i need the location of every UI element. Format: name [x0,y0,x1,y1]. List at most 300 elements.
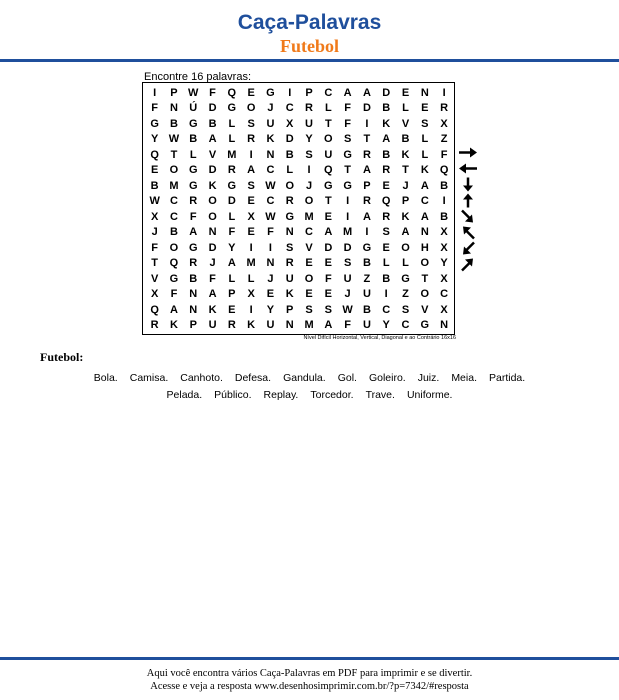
grid-letter-cell: F [209,272,216,285]
word-list-item: Canhoto. [180,372,223,384]
grid-row [145,225,454,241]
grid-letter-cell: A [362,86,371,99]
grid-letter-cell: W [265,179,276,192]
grid-letter-cell: P [170,86,178,99]
grid-letter-cell: J [151,226,158,239]
grid-row [145,178,454,194]
grid-letter-cell: P [228,288,236,301]
grid-letter-cell: T [402,164,409,177]
grid-letter-cell: P [305,86,313,99]
grid-letter-cell: J [267,102,274,115]
grid-letter-cell: A [420,210,429,223]
grid-letter-cell: O [324,133,333,146]
word-list-item: Gol. [337,372,357,384]
arrow-up-icon [458,193,478,208]
grid-letter-cell: P [286,303,294,316]
word-list-item: Goleiro. [368,372,406,384]
grid-letter-cell: O [246,102,256,115]
grid-letter-cell: A [401,226,410,239]
grid-letter-cell: E [382,241,390,254]
grid-letter-cell: P [363,179,371,192]
grid-letter-cell: I [442,86,446,99]
grid-letter-cell: N [189,288,198,301]
grid-letter-cell: A [208,288,217,301]
grid-letter-cell: J [267,272,274,285]
grid-letter-cell: F [344,102,351,115]
grid-row [145,240,454,256]
grid-row [145,116,454,132]
grid-letter-cell: B [440,179,449,192]
grid-letter-cell: C [440,288,449,301]
grid-letter-cell: C [266,195,275,208]
grid-letter-cell: Q [150,148,159,161]
grid-letter-cell: K [266,133,275,146]
grid-letter-cell: S [343,257,352,270]
grid-letter-cell: B [169,226,178,239]
grid-letter-cell: Y [382,319,390,332]
grid-letter-cell: N [266,257,275,270]
grid-letter-cell: I [384,288,388,301]
grid-letter-cell: F [209,86,216,99]
grid-row [145,302,454,318]
grid-letter-cell: F [189,210,197,223]
grid-letter-cell: B [150,179,159,192]
grid-letter-cell: D [208,164,217,177]
grid-letter-cell: L [189,148,197,161]
grid-letter-cell: J [305,179,313,192]
grid-letter-cell: G [169,272,179,285]
grid-letter-cell: E [247,195,255,208]
grid-letter-cell: Z [440,133,448,146]
grid-letter-cell: D [208,241,217,254]
grid-letter-cell: W [265,210,276,223]
grid-letter-cell: M [304,319,314,332]
grid-letter-cell: F [440,148,448,161]
grid-letter-cell: C [266,164,275,177]
grid-letter-cell: E [228,303,236,316]
word-list-item: Trave. [365,389,395,401]
word-list-line-2 [0,389,619,401]
grid-letter-cell: D [227,195,236,208]
grid-letter-cell: G [285,210,294,223]
word-list-item: Defesa. [234,372,272,384]
grid-letter-cell: K [401,148,410,161]
grid-letter-cell: I [249,241,253,254]
grid-letter-cell: R [440,102,449,115]
grid-letter-cell: X [440,117,448,130]
grid-row [145,194,454,210]
grid-letter-cell: G [188,117,198,130]
grid-letter-cell: L [228,133,236,146]
arrow-up-right-icon [458,257,478,272]
grid-letter-cell: K [247,319,256,332]
grid-row [145,101,454,117]
grid-letter-cell: C [169,210,178,223]
grid-letter-cell: A [208,133,217,146]
grid-letter-cell: L [228,210,236,223]
word-list-item: Juiz. [417,372,440,384]
grid-letter-cell: X [247,210,255,223]
grid-letter-cell: D [208,102,217,115]
grid-letter-cell: G [188,179,198,192]
grid-letter-cell: W [188,86,199,99]
grid-letter-cell: A [382,133,391,146]
grid-row [145,132,454,148]
grid-letter-cell: E [305,257,313,270]
grid-letter-cell: D [362,102,371,115]
grid-letter-cell: I [346,210,350,223]
word-list-item: Gandula. [283,372,326,384]
grid-letter-cell: G [227,102,237,115]
grid-letter-cell: V [401,117,410,130]
grid-letter-cell: X [440,241,448,254]
letter-grid-table [145,85,454,333]
grid-letter-cell: O [304,195,314,208]
grid-letter-cell: R [362,148,371,161]
grid-letter-cell: U [208,319,217,332]
grid-letter-cell: A [343,86,352,99]
grid-letter-cell: G [420,319,430,332]
grid-letter-cell: X [150,288,159,301]
grid-letter-cell: T [170,148,178,161]
grid-letter-cell: T [363,133,371,146]
grid-letter-cell: D [285,133,294,146]
word-list-item: Partida. [489,372,526,384]
grid-letter-cell: H [420,241,429,254]
grid-letter-cell: X [440,303,448,316]
grid-letter-cell: A [169,303,178,316]
grid-letter-cell: A [362,164,371,177]
grid-letter-cell: G [266,86,275,99]
grid-letter-cell: Y [150,133,159,146]
grid-letter-cell: N [266,148,275,161]
grid-letter-cell: X [286,117,294,130]
arrow-left-icon [458,161,478,176]
grid-letter-cell: I [288,86,292,99]
grid-letter-cell: B [285,148,294,161]
grid-letter-cell: S [324,303,332,316]
grid-letter-cell: R [227,319,236,332]
grid-letter-cell: F [151,241,159,254]
grid-letter-cell: F [170,288,178,301]
grid-letter-cell: B [440,210,449,223]
grid-letter-cell: E [247,86,255,99]
grid-letter-cell: C [285,102,294,115]
grid-letter-cell: R [227,164,236,177]
arrow-down-icon [458,177,478,192]
grid-letter-cell: J [209,257,216,270]
grid-letter-cell: C [324,86,333,99]
word-search-grid [142,82,455,335]
grid-letter-cell: L [228,117,236,130]
grid-letter-cell: I [346,195,350,208]
grid-letter-cell: X [150,210,159,223]
grid-letter-cell: I [153,86,157,99]
grid-row [145,147,454,163]
grid-letter-cell: K [285,288,294,301]
grid-letter-cell: N [420,86,429,99]
grid-row [145,163,454,179]
grid-letter-cell: B [382,102,391,115]
grid-letter-cell: G [150,117,159,130]
grid-letter-cell: C [169,195,178,208]
grid-letter-cell: O [420,288,430,301]
grid-letter-cell: G [324,179,333,192]
grid-letter-cell: K [208,179,217,192]
grid-letter-cell: W [342,303,353,316]
word-list-item: Torcedor. [310,389,354,401]
word-list-item: Camisa. [129,372,169,384]
grid-letter-cell: B [169,117,178,130]
grid-letter-cell: B [362,257,371,270]
grid-letter-cell: S [382,226,390,239]
grid-letter-cell: T [344,164,351,177]
grid-letter-cell: F [344,319,351,332]
grid-letter-cell: A [189,226,198,239]
grid-letter-cell: U [285,272,294,285]
grid-letter-cell: N [169,102,178,115]
grid-letter-cell: L [324,102,332,115]
grid-letter-cell: B [208,117,217,130]
grid-letter-cell: S [247,179,255,192]
grid-letter-cell: T [324,195,332,208]
grid-letter-cell: C [382,303,391,316]
grid-letter-cell: A [247,164,256,177]
grid-letter-cell: W [149,195,160,208]
grid-letter-cell: A [324,226,333,239]
word-list-item: Replay. [263,389,299,401]
grid-letter-cell: V [150,272,159,285]
page-title: Caça-Palavras [237,11,382,34]
grid-letter-cell: G [362,241,372,254]
difficulty-note: Nível Difícil Horizontal, Vertical, Diagonal e ao Contrário 16x16 [303,335,456,341]
grid-letter-cell: G [343,148,352,161]
footer-divider [0,657,619,660]
grid-letter-cell: Z [363,272,371,285]
grid-letter-cell: L [421,133,429,146]
grid-letter-cell: U [324,148,333,161]
grid-letter-cell: I [365,117,369,130]
grid-letter-cell: F [267,226,274,239]
footer-line-1: Aqui você encontra vários Caça-Palavras em PDF para imprimir e se divertir. [146,668,473,679]
grid-row [145,256,454,272]
page-subtitle: Futebol [279,36,339,56]
grid-letter-cell: P [401,195,410,208]
grid-letter-cell: A [227,257,236,270]
grid-letter-cell: T [324,117,332,130]
grid-letter-cell: F [344,117,351,130]
grid-letter-cell: E [324,288,332,301]
grid-letter-cell: M [246,257,256,270]
grid-letter-cell: L [382,257,390,270]
grid-letter-cell: E [150,164,159,177]
grid-letter-cell: U [266,319,275,332]
grid-letter-cell: I [307,164,311,177]
grid-letter-cell: I [249,303,253,316]
grid-letter-cell: X [247,288,255,301]
grid-row [145,85,454,101]
grid-letter-cell: W [168,133,180,146]
grid-letter-cell: R [189,195,198,208]
grid-letter-cell: K [169,319,178,332]
grid-letter-cell: F [324,272,332,285]
grid-letter-cell: E [266,288,275,301]
grid-letter-cell: G [227,179,237,192]
puzzle-instruction: Encontre 16 palavras: [144,71,252,83]
grid-letter-cell: L [421,148,429,161]
grid-letter-cell: S [247,117,255,130]
grid-letter-cell: J [344,288,351,301]
grid-letter-cell: U [343,272,352,285]
grid-letter-cell: S [401,303,410,316]
grid-letter-cell: B [189,133,198,146]
grid-letter-cell: R [247,133,256,146]
grid-letter-cell: Q [439,164,449,177]
grid-row [145,287,454,303]
grid-row [145,318,454,334]
grid-letter-cell: O [169,241,179,254]
grid-letter-cell: U [362,288,371,301]
grid-letter-cell: B [189,272,198,285]
grid-letter-cell: I [249,148,253,161]
grid-letter-cell: G [188,241,198,254]
word-list-item: Bola. [93,372,118,384]
grid-letter-cell: B [362,303,371,316]
grid-letter-cell: P [189,319,197,332]
grid-letter-cell: K [382,117,391,130]
grid-letter-cell: L [286,164,294,177]
grid-letter-cell: O [420,257,430,270]
grid-letter-cell: K [208,303,217,316]
word-list-heading: Futebol: [40,350,84,364]
grid-letter-cell: Z [402,288,409,301]
grid-letter-cell: I [268,241,272,254]
grid-letter-cell: S [305,303,313,316]
grid-letter-cell: X [440,272,448,285]
grid-letter-cell: K [420,164,429,177]
grid-letter-cell: U [305,117,313,130]
grid-letter-cell: S [343,133,352,146]
grid-letter-cell: Ú [189,102,198,115]
arrow-down-left-icon [458,241,478,256]
grid-letter-cell: I [365,226,369,239]
grid-letter-cell: N [285,226,294,239]
grid-letter-cell: L [247,272,255,285]
arrow-up-left-icon [458,225,478,240]
word-list-line-1 [0,372,619,384]
grid-letter-cell: L [402,102,409,115]
grid-letter-cell: U [266,117,275,130]
grid-letter-cell: Y [440,257,448,270]
grid-letter-cell: N [420,226,429,239]
grid-letter-cell: M [227,148,237,161]
grid-letter-cell: R [189,257,198,270]
header-divider [0,59,619,62]
grid-letter-cell: R [285,257,294,270]
grid-letter-cell: S [286,241,294,254]
grid-letter-cell: N [285,319,294,332]
grid-letter-cell: E [401,86,410,99]
grid-letter-cell: R [382,210,391,223]
grid-letter-cell: M [169,179,179,192]
word-list-item: Uniforme. [406,389,453,401]
grid-letter-cell: A [362,210,371,223]
grid-letter-cell: Q [227,86,237,99]
footer-link-line[interactable]: Acesse e veja a resposta www.desenhosimprimir.com.br/?p=7342/#resposta [150,681,469,692]
grid-letter-cell: E [247,226,255,239]
grid-letter-cell: Y [305,133,313,146]
grid-letter-cell: N [440,319,449,332]
grid-letter-cell: R [285,195,294,208]
grid-letter-cell: L [402,257,409,270]
grid-letter-cell: C [305,226,313,239]
word-list-item: Pelada. [166,389,203,401]
grid-letter-cell: N [208,226,217,239]
grid-letter-cell: E [382,179,390,192]
grid-letter-cell: U [362,319,371,332]
grid-letter-cell: C [420,195,429,208]
grid-letter-cell: O [169,164,179,177]
grid-letter-cell: B [382,272,391,285]
grid-letter-cell: E [324,257,332,270]
arrow-right-icon [458,145,478,160]
grid-letter-cell: F [151,102,159,115]
grid-letter-cell: A [324,319,333,332]
grid-letter-cell: O [208,210,217,223]
grid-letter-cell: O [208,195,217,208]
grid-letter-cell: B [401,133,410,146]
grid-letter-cell: L [228,272,236,285]
grid-letter-cell: K [401,210,410,223]
grid-letter-cell: T [151,257,159,270]
arrow-down-right-icon [458,209,478,224]
grid-letter-cell: A [420,179,429,192]
grid-letter-cell: G [343,179,352,192]
grid-letter-cell: Y [228,241,236,254]
grid-letter-cell: D [324,241,333,254]
grid-letter-cell: B [382,148,391,161]
grid-letter-cell: O [304,272,314,285]
grid-letter-cell: D [343,241,352,254]
grid-row [145,209,454,225]
grid-letter-cell: I [442,195,446,208]
grid-letter-cell: E [421,102,429,115]
grid-letter-cell: Q [381,195,391,208]
grid-letter-cell: G [188,164,198,177]
grid-letter-cell: Q [169,257,179,270]
grid-letter-cell: O [285,179,294,192]
grid-letter-cell: Q [150,303,159,316]
grid-letter-cell: M [304,210,314,223]
grid-letter-cell: R [150,319,159,332]
grid-row [145,271,454,287]
grid-letter-cell: V [305,241,313,254]
grid-letter-cell: V [208,148,217,161]
grid-letter-cell: O [401,241,410,254]
grid-letter-cell: C [401,319,410,332]
grid-letter-cell: N [189,303,198,316]
grid-letter-cell: E [324,210,332,223]
grid-letter-cell: G [401,272,410,285]
grid-letter-cell: F [228,226,236,239]
grid-letter-cell: R [305,102,313,115]
grid-letter-cell: R [382,164,391,177]
word-list-item: Público. [214,389,252,401]
grid-letter-cell: X [440,226,448,239]
grid-letter-cell: Y [266,303,275,316]
grid-letter-cell: S [421,117,429,130]
grid-letter-cell: V [421,303,429,316]
